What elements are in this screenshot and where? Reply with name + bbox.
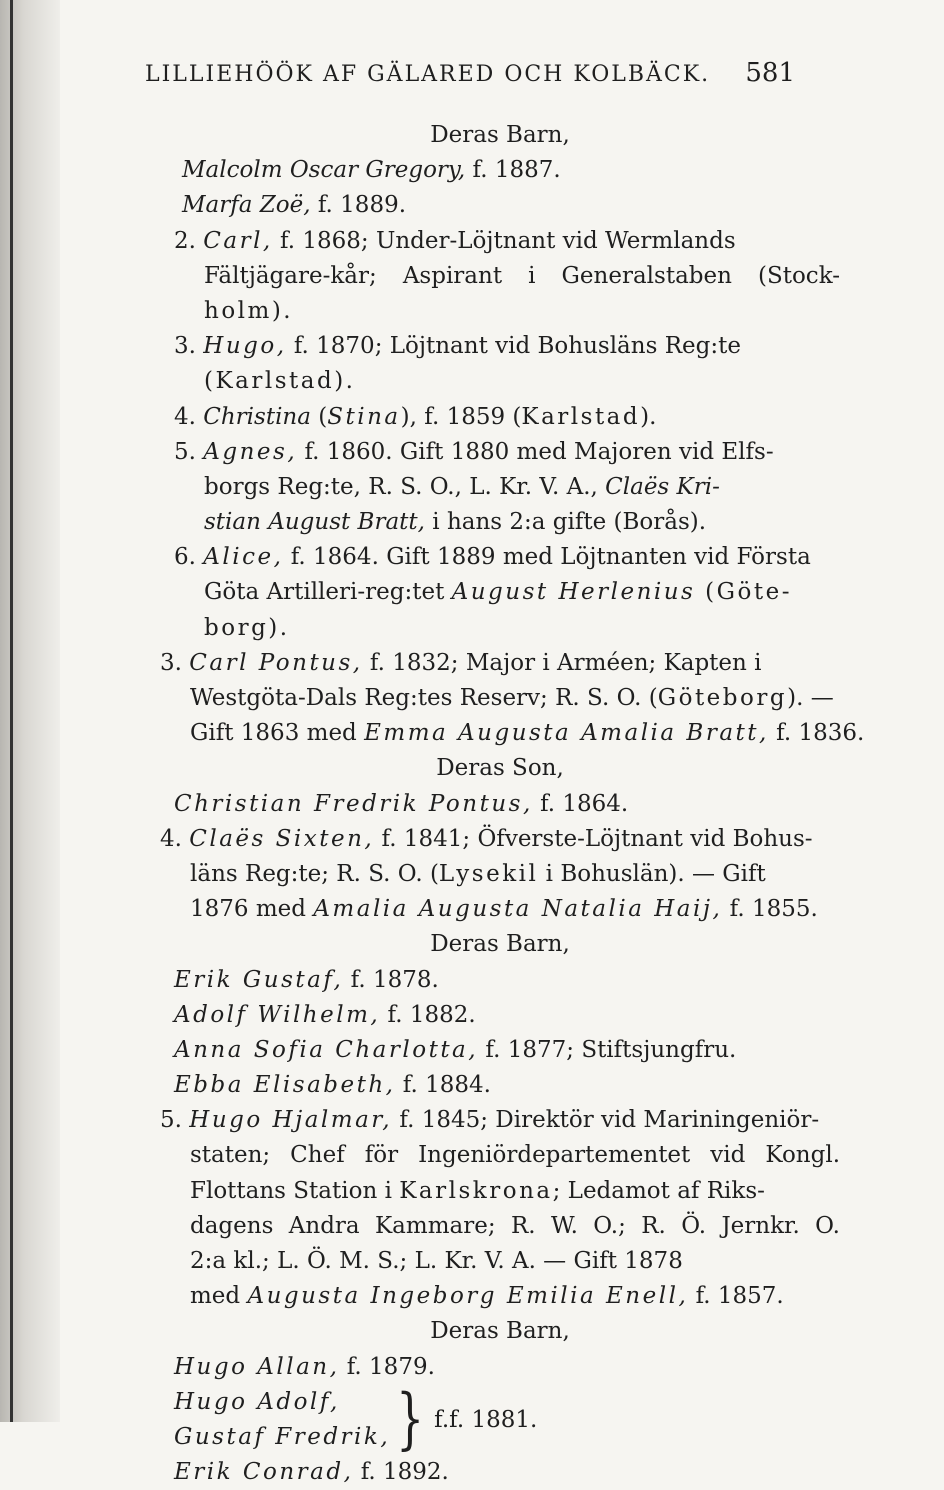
text-line: 5. Hugo Hjalmar, f. 1845; Direktör vid Mariningeniör- (160, 1107, 820, 1134)
header-title: LILLIEHÖÖK AF GÄLARED OCH KOLBÄCK. (145, 62, 711, 87)
text-line: Marfa Zoë, f. 1889. (182, 192, 407, 219)
text-line: Adolf Wilhelm, f. 1882. (174, 1001, 476, 1028)
text-line: 2:a kl.; L. Ö. M. S.; L. Kr. V. A. — Gift 1878 (190, 1248, 683, 1274)
text-line: 1876 med Amalia Augusta Natalia Haij, f. 1855. (190, 896, 818, 923)
text-line: 6. Alice, f. 1864. Gift 1889 med Löjtnanten vid Första (174, 544, 811, 571)
twin-birth-year: f.f. 1881. (434, 1406, 538, 1433)
text-line: Ebba Elisabeth, f. 1884. (174, 1072, 491, 1099)
text-line: borg). (204, 614, 290, 641)
text-line: Christian Fredrik Pontus, f. 1864. (174, 790, 629, 817)
text-line: 4. Christina (Stina), f. 1859 (Karlstad). (174, 403, 657, 430)
text-line: 3. Hugo, f. 1870; Löjtnant vid Bohusläns Reg:te (174, 333, 741, 360)
text-line: Malcolm Oscar Gregory, f. 1887. (182, 157, 561, 184)
text-line: Westgöta-Dals Reg:tes Reserv; R. S. O. (Göteborg). — (190, 685, 834, 711)
text-line: dagens Andra Kammare; R. W. O.; R. Ö. Jernkr. O. (190, 1212, 840, 1239)
text-line: 5. Agnes, f. 1860. Gift 1880 med Majoren vid Elfs- (174, 438, 774, 465)
text-line: Gustaf Fredrik, (174, 1423, 391, 1450)
text-line: Erik Gustaf, f. 1878. (174, 966, 439, 993)
text-line: Deras Barn, (430, 1318, 570, 1345)
running-header (145, 58, 795, 92)
text-line: Deras Barn, (430, 931, 570, 958)
twin-entry (160, 1380, 840, 1458)
text-line: läns Reg:te; R. S. O. (Lysekil i Bohuslän). — Gift (190, 860, 766, 887)
text-line: 3. Carl Pontus, f. 1832; Major i Arméen; Kapten i (160, 649, 762, 676)
text-line: Hugo Adolf, (174, 1388, 340, 1415)
text-line: borgs Reg:te, R. S. O., L. Kr. V. A., Claës Kri- (204, 473, 720, 500)
text-line: Göta Artilleri-reg:tet August Herlenius (Göte- (204, 579, 792, 606)
text-line: stian August Bratt, i hans 2:a gifte (Borås). (204, 509, 707, 536)
text-line: 2. Carl, f. 1868; Under-Löjtnant vid Wermlands (174, 227, 736, 254)
page-number: 581 (745, 58, 795, 88)
text-line: Flottans Station i Karlskrona; Ledamot af Riks- (190, 1177, 765, 1204)
text-line: Gift 1863 med Emma Augusta Amalia Bratt, f. 1836. (190, 720, 865, 747)
text-line: Erik Conrad, f. 1892. (174, 1459, 449, 1486)
text-line: Hugo Allan, f. 1879. (174, 1353, 435, 1380)
curly-brace-icon: } (396, 1380, 425, 1458)
page-body (160, 118, 865, 1490)
text-line: holm). (204, 297, 294, 324)
page-binding-shadow (0, 0, 60, 1422)
text-line: (Karlstad). (204, 368, 356, 395)
text-line: Anna Sofia Charlotta, f. 1877; Stiftsjungfru. (174, 1036, 737, 1063)
binding-edge-line (10, 0, 13, 1422)
text-line: med Augusta Ingeborg Emilia Enell, f. 1857. (190, 1283, 784, 1310)
text-line: Deras Son, (436, 755, 564, 782)
text-line: Fältjägare-kår; Aspirant i Generalstaben (Stock- (204, 262, 840, 289)
text-line: Deras Barn, (430, 122, 570, 148)
text-line: 4. Claës Sixten, f. 1841; Öfverste-Löjtnant vid Bohus- (160, 825, 813, 852)
text-line: staten; Chef för Ingeniördepartementet vid Kongl. (190, 1142, 840, 1169)
